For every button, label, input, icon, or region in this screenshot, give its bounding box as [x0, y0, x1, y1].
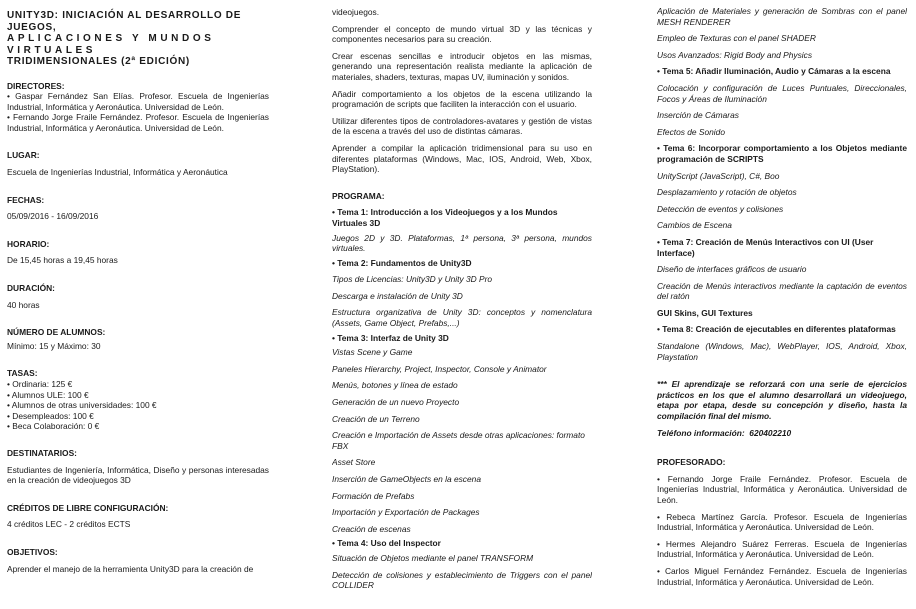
tema-5-heading: • Tema 5: Añadir Iluminación, Audio y Cámaras a la escena: [657, 66, 907, 77]
tema-item: Standalone (Windows, Mac), WebPlayer, IOS, Android, Xbox, Playstation: [657, 341, 907, 362]
profesor-item: • Carlos Miguel Fernández Fernández. Escuela de Ingenierías Industrial, Informática y Aeronáutica. Universidad de León.: [657, 566, 907, 587]
title-line-3: TRIDIMENSIONALES (2ª EDICIÓN): [7, 56, 190, 67]
tema-item: Situación de Objetos mediante el panel TRANSFORM: [332, 552, 534, 563]
column-middle: [332, 0, 592, 609]
creditos-heading: CRÉDITOS DE LIBRE CONFIGURACIÓN:: [7, 502, 169, 513]
alumnos-value: Mínimo: 15 y Máximo: 30: [7, 340, 101, 351]
tema-item: Diseño de interfaces gráficos de usuario: [657, 264, 807, 275]
tema-4-heading: • Tema 4: Uso del Inspector: [332, 538, 592, 549]
tema-item: UnityScript (JavaScript), C#, Boo: [657, 170, 780, 181]
tema-1-heading: • Tema 1: Introducción a los Videojuegos y a los Mundos Virtuales 3D: [332, 207, 592, 228]
objetivo-paragraph: Añadir comportamiento a los objetos de la escena utilizando la programación de scripts que faciliten la interacción con el usuario.: [332, 88, 592, 110]
tema-item: Importación y Exportación de Packages: [332, 507, 480, 518]
tema-item: Desplazamiento y rotación de objetos: [657, 187, 797, 198]
tasas-heading: TASAS:: [7, 368, 38, 379]
tema-item: Empleo de Texturas con el panel SHADER: [657, 33, 816, 44]
destinatarios-value: Estudiantes de Ingeniería, Informática, Diseño y personas interesadas en la creación de videojuegos 3D: [7, 464, 269, 486]
objetivo-paragraph: Aprender a compilar la aplicación tridimensional para su uso en diferentes plataformas (Windows, Mac, IOS, Android, Web, Xbox, PlayStation).: [332, 142, 592, 175]
column-left: [7, 0, 269, 609]
lugar-value: Escuela de Ingenierías Industrial, Informática y Aeronáutica: [7, 167, 228, 178]
column-right: [657, 0, 907, 609]
duracion-heading: DURACIÓN:: [7, 283, 55, 294]
objetivos-value-cont: videojuegos.: [332, 7, 380, 17]
profesor-item: • Rebeca Martínez García. Profesor. Escuela de Ingenierías Industrial, Informática y Aeronáutica. Universidad de León.: [657, 512, 907, 533]
gui-skins-line: GUI Skins, GUI Textures: [657, 307, 753, 318]
telefono-line: [657, 428, 907, 439]
telefono-label: Teléfono información:: [657, 427, 745, 438]
tema-item: Generación de un nuevo Proyecto: [332, 397, 460, 408]
tasa-item: • Ordinaria: 125 €: [7, 379, 269, 390]
tema-item: Asset Store: [332, 457, 376, 468]
tema-item: Inserción de Cámaras: [657, 110, 739, 121]
objetivo-paragraph: Comprender el concepto de mundo virtual 3D y las técnicas y componentes necesarios para su creación.: [332, 23, 592, 45]
tema-item: Creación de un Terreno: [332, 413, 420, 424]
objetivos-heading: OBJETIVOS:: [7, 546, 58, 557]
tema-8-heading: • Tema 8: Creación de ejecutables en diferentes plataformas: [657, 324, 907, 335]
tasa-item: • Alumnos de otras universidades: 100 €: [7, 400, 269, 411]
tema-item: Creación e Importación de Assets desde otras aplicaciones: formato FBX: [332, 430, 585, 451]
document-title: [7, 10, 269, 68]
course-note: *** El aprendizaje se reforzará con una serie de ejercicios prácticos en los que el alumno desarrollará un videojuego, etapa por etapa, desde su concepción y diseño, hasta la compilación final del mismo.: [657, 379, 907, 422]
tema-item: Detección de colisiones y establecimiento de Triggers con el panel COLLIDER: [332, 569, 592, 591]
tema-2-heading: • Tema 2: Fundamentos de Unity3D: [332, 258, 592, 269]
profesorado-heading: PROFESORADO:: [657, 457, 726, 468]
tema-item: Paneles Hierarchy, Project, Inspector, Console y Animator: [332, 363, 547, 374]
tasa-item: • Beca Colaboración: 0 €: [7, 421, 269, 432]
tema-item: Inserción de GameObjects en la escena: [332, 474, 481, 484]
tema-item: Colocación y configuración de Luces Puntuales, Direccionales, Focos y Áreas de Iluminación: [657, 82, 907, 104]
tasa-item: • Alumnos ULE: 100 €: [7, 390, 269, 401]
tema-item: Aplicación de Materiales y generación de Sombras con el panel MESH RENDERER: [657, 6, 907, 27]
duracion-value: 40 horas: [7, 299, 40, 310]
director-item: • Fernando Jorge Fraile Fernández. Profesor. Escuela de Ingenierías Industrial, Informática y Aeronáutica. Universidad de León.: [7, 112, 269, 133]
tasa-item: • Desempleados: 100 €: [7, 411, 269, 422]
horario-value: De 15,45 horas a 19,45 horas: [7, 255, 118, 266]
objetivos-value-start: Aprender el manejo de la herramienta Unity3D para la creación de: [7, 563, 254, 574]
creditos-value: 4 créditos LEC - 2 créditos ECTS: [7, 519, 131, 530]
objetivo-paragraph: Crear escenas sencillas e introducir objetos en las mismas, generando una representación realista mediante la aplicación de materiales, shaders, texturas, mapas UV, iluminación y sonidos.: [332, 50, 592, 82]
tema-item: Efectos de Sonido: [657, 126, 725, 137]
tema-item: Detección de eventos y colisiones: [657, 203, 784, 214]
fechas-heading: FECHAS:: [7, 194, 45, 205]
telefono-value: 620402210: [749, 427, 792, 438]
objetivo-paragraph: Utilizar diferentes tipos de controladores-avatares y gestión de vistas de la escena a través del uso de distintas cámaras.: [332, 115, 592, 137]
tema-3-heading: • Tema 3: Interfaz de Unity 3D: [332, 333, 592, 344]
profesor-item: • Hermes Alejandro Suárez Ferreras. Escuela de Ingenierías Industrial, Informática y Aeronáutica. Universidad de León.: [657, 539, 907, 560]
tema-7-heading: • Tema 7: Creación de Menús Interactivos con UI (User Interface): [657, 237, 907, 258]
tema-item: Menús, botones y línea de estado: [332, 380, 458, 391]
lugar-heading: LUGAR:: [7, 150, 40, 161]
tema-item: Estructura organizativa de Unity 3D: conceptos y nomenclatura (Assets, Game Object, Prefabs,...): [332, 307, 592, 329]
tema-item: Descarga e instalación de Unity 3D: [332, 290, 463, 301]
title-line-1: UNITY3D: INICIACIÓN AL DESARROLLO DE JUEGOS,: [7, 10, 242, 33]
fechas-value: 05/09/2016 - 16/09/2016: [7, 211, 99, 222]
tema-item: Cambios de Escena: [657, 220, 732, 231]
destinatarios-heading: DESTINATARIOS:: [7, 447, 77, 458]
tema-item: Tipos de Licencias: Unity3D y Unity 3D Pro: [332, 274, 493, 285]
tema-item: Creación de escenas: [332, 523, 411, 534]
horario-heading: HORARIO:: [7, 238, 50, 249]
tema-item: Usos Avanzados: Rigid Body and Physics: [657, 49, 813, 60]
profesor-item: • Fernando Jorge Fraile Fernández. Profesor. Escuela de Ingenierías Industrial, Informática y Aeronáutica. Universidad de León.: [657, 474, 907, 506]
tema-item: Creación de Menús interactivos mediante la captación de eventos del ratón: [657, 280, 907, 302]
directores-heading: DIRECTORES:: [7, 80, 65, 91]
director-item: • Gaspar Fernández San Elías. Profesor. Escuela de Ingenierías Industrial, Informática y Aeronáutica. Universidad de León.: [7, 91, 269, 112]
programa-heading: PROGRAMA:: [332, 190, 385, 201]
tema-item: Juegos 2D y 3D. Plataformas, 1ª persona, 3ª persona, mundos virtuales.: [332, 232, 592, 254]
tema-item: Formación de Prefabs: [332, 490, 415, 501]
tema-6-heading: • Tema 6: Incorporar comportamiento a los Objetos mediante programación de SCRIPTS: [657, 143, 907, 164]
tema-item: Vistas Scene y Game: [332, 347, 413, 358]
alumnos-heading: NÚMERO DE ALUMNOS:: [7, 327, 106, 338]
title-line-2: APLICACIONES Y MUNDOS VIRTUALES: [7, 33, 215, 56]
